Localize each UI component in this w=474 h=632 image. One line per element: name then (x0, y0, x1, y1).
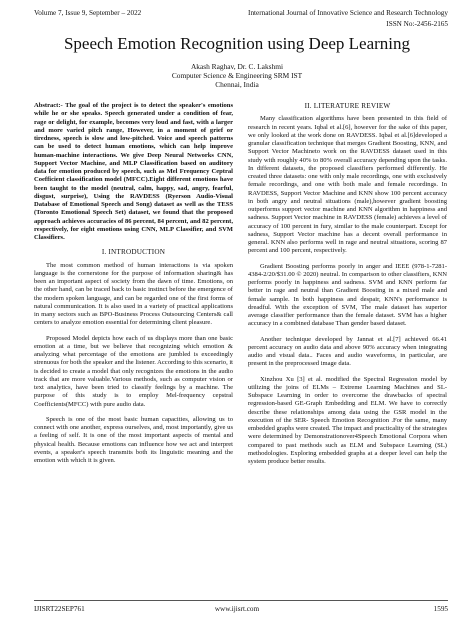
intro-paragraph: Proposed Model depicts how each of us displays more than one basic emotion at a time, but we believe that recognizing which emotion & analyzing what percentage of the emotions are jumbled is exceedingly strenuous for both the speaker and the listener. According to this scenario, it is decided to create a model that only recognizes the emotions in the audio track that are more valuable.Various methods, such as computer vision or text analytics, have been tried to classify feelings by a machine. The purpose of this study is to employ Mel-frequency cepstral Coefficients(MFCC) with pure audio data. (34, 334, 233, 408)
literature-paragraph: Another technique developed by Jannat et al.[7] achieved 66.41 percent accuracy on audio data and above 90% accuracy when integrating audio and visual data.. Faces and audio waveforms, in particular, are present in the preprocessed image data. (248, 335, 447, 368)
paper-title: Speech Emotion Recognition using Deep Learning (63, 34, 411, 53)
abstract: Abstract:- The goal of the project is to detect the speaker's emotions while he or she speaks. Speech generated under a condition of fear, rage or delight, for example, becomes very loud and fast, with a larger and more varied pitch range, However, in a moment of grief or tiredness, speech is slow and low-pitched. Voice and speech patterns can be used to detect human emotions, which can help improve human-machine interactions. We give Deep Neural Networks CNN, Support Vector Machine, and MLP Classification based on auditory data for emotion produced by speech, such as Mel Frequency Ceptral Coefficient classification model (MFCC).Eight different emotions have been taught to the model (neutral, calm, happy, sad, angry, fearful, disgust, surprise), Using the RAVDESS (Ryerson Audio-Visual Database of Emotional Speech and Song) dataset as well as the TESS (Toronto Emotional Speech Set) dataset, we found that the proposed approach achieves accuracies of 86 percent, 84 percent, and 82 percent, respectively, for eight emotions using CNN, MLP Classifier, and SVM Classifiers. (34, 102, 233, 241)
literature-paragraph: Gradient Boosting performs poorly in anger and IEEE (978-1-7281-4384-2/20/$31.00 © 2020) neutral. In comparison to other classifiers, KNN performs poorly in happiness and sadness. SVM and KNN perform far better in rage and neutral than Gradient Boosting in a mixed male and female sample. In both happiness and despair, KNN's performance is dreadful. With the exception of SVM, The male dataset has superior average classifier performance than the female dataset. SVM has a higher accuracy in a combined database Than gender based dataset. (248, 262, 447, 328)
issn-number: ISSN No:-2456-2165 (386, 20, 448, 28)
introduction-heading: I. INTRODUCTION (101, 248, 166, 257)
footer-divider (34, 600, 448, 601)
left-column (34, 102, 233, 465)
paper-id: IJISRT22SEP761 (34, 605, 85, 613)
author-names: Akash Raghav, Dr. C. Lakshmi (190, 62, 284, 71)
literature-paragraph: Xinzhou Xu [3] et al. modified the Spectral Regression model by utilizing the joins of ELMs – Extreme Learning Machines and SL-Subspace Learning in order to overcome the drawbacks of spectral regression-based GE-Graph Embedding and ELM. We have to correctly describe these relationships among data using the GSR model in the execution of the SER- Speech Emotion Recognition .For the same, many embedded graphs were created. The impact and practicality of the strategies were determined by Demonstrationover4Speech Emotional Corpora when compared to past methods such as ELM and Subspace Learning (SL) methodologies. Exploring embedded graphs at a deeper level can help the system produce better results. (248, 375, 447, 465)
intro-paragraph: Speech is one of the most basic human capacities, allowing us to connect with one another, express ourselves, and, most importantly, give us a feeling of self. It is one of the most important aspects of mental and physical health. Because emotions can influence how we act and interpret events, a speaker's speech transmits both its linguistic meaning and the emotion with which it is given. (34, 415, 233, 464)
page-number: 1595 (433, 605, 448, 613)
author-location: Chennai, India (215, 80, 259, 89)
author-block (0, 62, 474, 89)
right-column (248, 102, 447, 466)
intro-paragraph: The most common method of human interactions is via spoken language is the cornerstone for the purpose of information sharing& has been an important aspect of society from the dawn of time. Emotions, on the other hand, can be traced back to basic instinct before the emergence of the modern spoken language, and can be regarded one of the first forms of natural communication. It is also used in a variety of practical applications in many sectors such as BPO-Business Process Outsourcing Centers& call centers to analyze emotion essential for determining client pleasure. (34, 261, 233, 327)
literature-paragraph: Many classification algorithms have been presented in this field of research in recent years. Iqbal et al.[6], however for the sake of this paper, we only looked at the work done on RAVDESS. Iqbal et al.[6]developed a granular classification technique that merges Gradient Boosting, KNN, and Support Vector Machineto work on the RAVDESS dataset used in this study with roughly 40% to 80% overall accuracy depending upon the tasks. In different datasets, the proposed classifiers performed differently. He created three datasets: one with only male recordings, one with exclusively female recordings, and one with both male and female recordings. In RAVDESS, Support Vector Machine and KNN show 100 percent accuracy in both angry and neutral situations (male),however gradient boosting outperforms support vector machine and KNN algorithm in happiness and sadness. Support Vector machine in RAVDESS (female) achieves a level of accuracy of 100 percent in fury, similar to the male counterpart. Except for sadness, Support Vector machine has a decent overall performance in general. KNN also performs well in rage and neutral situations, scoring 87 percent and 100 percent, respectively. (248, 115, 447, 255)
journal-url: www.ijisrt.com (214, 605, 260, 613)
journal-name: International Journal of Innovative Science and Research Technology (248, 9, 448, 17)
volume-issue-line: Volume 7, Issue 9, September – 2022 (34, 9, 142, 17)
author-affiliation: Computer Science & Engineering SRM IST (171, 71, 303, 80)
literature-review-heading: II. LITERATURE REVIEW (304, 102, 391, 110)
